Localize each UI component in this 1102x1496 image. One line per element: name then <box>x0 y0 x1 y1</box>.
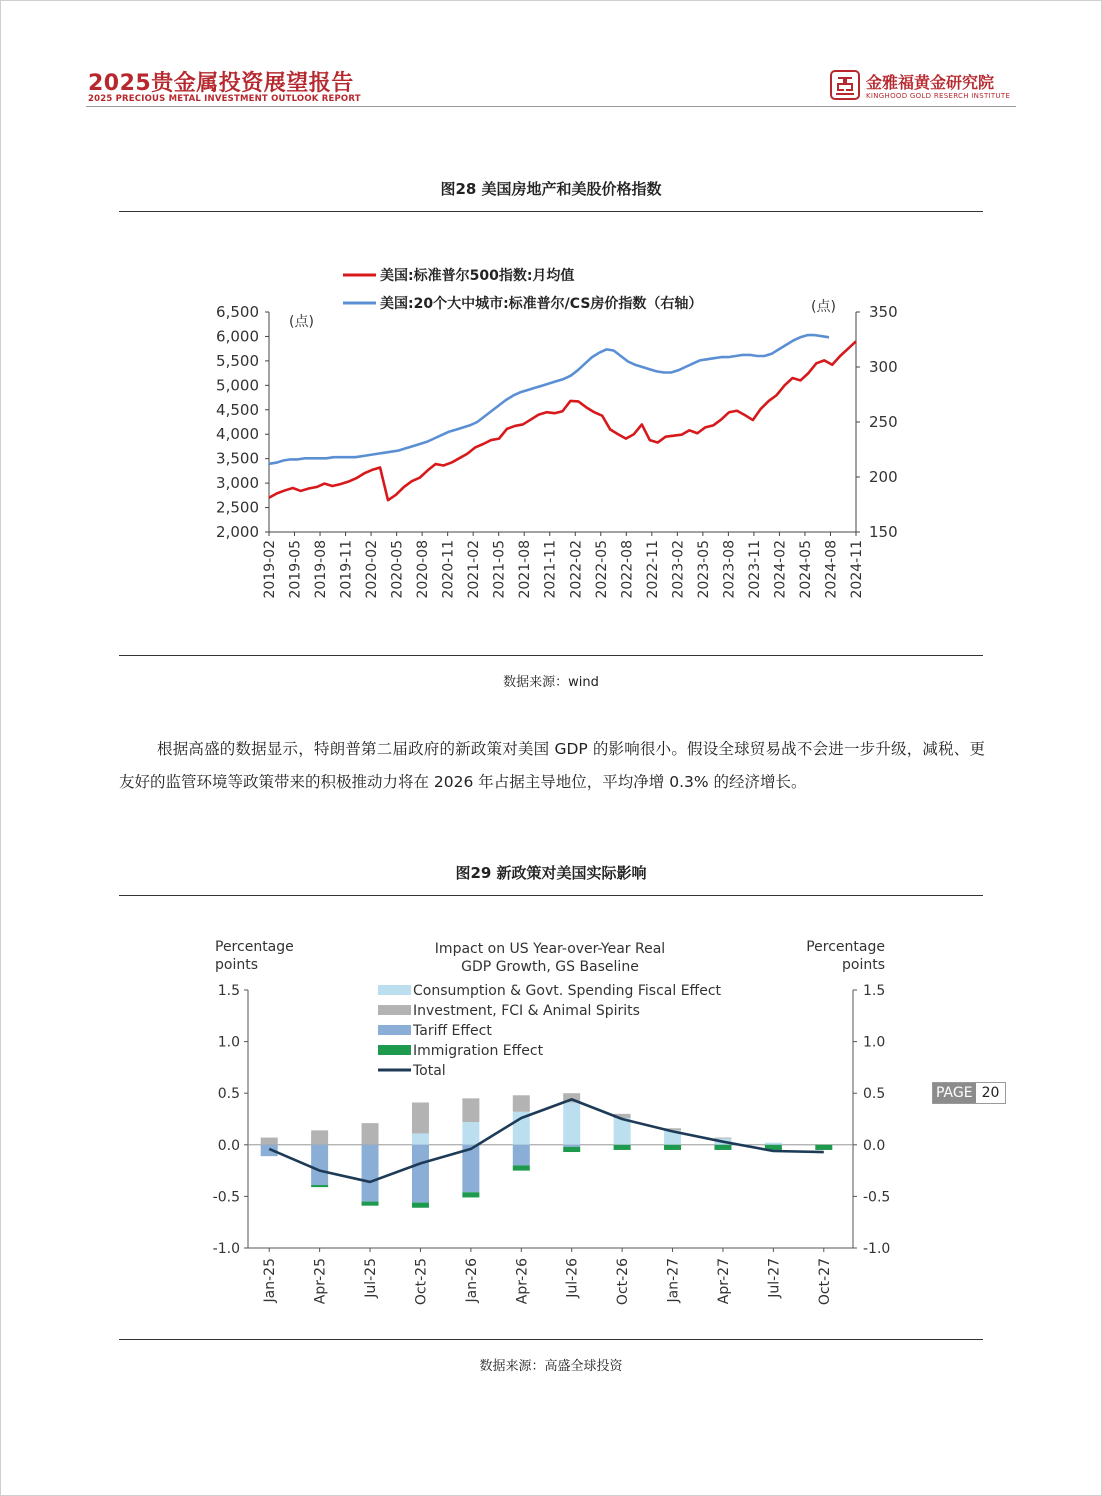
x-tick-label: 2019-05 <box>287 540 304 599</box>
bar-segment <box>765 1143 782 1145</box>
brand-name-english: KINGHOOD GOLD RESERCH INSTITUTE <box>866 92 1011 100</box>
bar-segment <box>513 1165 530 1170</box>
figure28-top-rule <box>119 211 983 212</box>
x-tick-label: 2019-11 <box>338 540 355 599</box>
x-tick-label: 2021-05 <box>491 540 508 599</box>
x-tick-label: 2021-02 <box>466 540 483 599</box>
left-tick-label: -0.5 <box>212 1189 240 1206</box>
x-tick-label: 2020-02 <box>364 540 381 599</box>
bar-segment <box>311 1130 328 1144</box>
chart-title-line2: GDP Growth, GS Baseline <box>461 959 639 975</box>
page-number-badge <box>932 1082 1006 1104</box>
left-tick-label: 3,500 <box>216 449 259 468</box>
report-subtitle: 2025 PRECIOUS METAL INVESTMENT OUTLOOK REPORT <box>88 94 361 104</box>
figure29-title: 图29 新政策对美国实际影响 <box>455 864 647 882</box>
x-tick-label: Oct-27 <box>816 1258 833 1306</box>
right-axis-label-2: points <box>842 957 885 973</box>
left-tick-label: -1.0 <box>212 1241 240 1257</box>
left-tick-label: 6,000 <box>216 327 259 346</box>
x-tick-label: Oct-26 <box>615 1258 632 1306</box>
x-tick-label: 2024-08 <box>823 540 840 599</box>
left-tick-label: 0.0 <box>217 1137 240 1154</box>
right-tick-label: 0.5 <box>863 1086 886 1103</box>
legend-swatch <box>378 1025 411 1035</box>
figure29-source: 数据来源：高盛全球投资 <box>479 1359 623 1374</box>
x-tick-label: Jul-25 <box>363 1258 380 1298</box>
legend-label: Investment, FCI & Animal Spirits <box>413 1003 640 1019</box>
bar-segment <box>462 1192 479 1197</box>
sp500-line <box>269 341 856 500</box>
x-tick-label: Jan-27 <box>665 1258 682 1303</box>
page-number: 20 <box>976 1083 1006 1103</box>
x-tick-label: 2024-11 <box>849 540 865 599</box>
left-axis-label: Percentage <box>215 939 294 955</box>
chart-title-line1: Impact on US Year-over-Year Real <box>434 941 666 957</box>
left-tick-label: 1.0 <box>217 1034 240 1051</box>
figure28-title: 图28 美国房地产和美股价格指数 <box>440 180 662 198</box>
right-tick-label: 250 <box>869 413 898 431</box>
x-tick-label: 2022-02 <box>568 540 585 599</box>
right-tick-label: 150 <box>869 523 898 541</box>
figure29-chart <box>119 898 983 1338</box>
report-title: 2025贵金属投资展望报告 <box>88 71 354 96</box>
brand-name: 金雅福黄金研究院 <box>866 73 995 92</box>
x-tick-label: 2022-11 <box>644 540 661 599</box>
bar-segment <box>614 1145 631 1150</box>
x-tick-label: Apr-27 <box>715 1258 732 1305</box>
bar-segment <box>362 1202 379 1206</box>
left-tick-label: 5,500 <box>216 351 259 370</box>
legend-swatch <box>378 1005 411 1015</box>
body-paragraph: 根据高盛的数据显示，特朗普第二届政府的新政策对美国 GDP 的影响很小。假设全球贸易战不会进一步升级，减税、更友好的监管环境等政策带来的积极推动力将在 2026 年占据主导地位，平均净增 0.3% 的经济增长。 <box>119 740 985 791</box>
x-tick-label: Jan-25 <box>262 1258 279 1303</box>
header-divider <box>86 106 1016 107</box>
x-tick-label: 2020-08 <box>415 540 432 599</box>
brand-logo-icon <box>830 70 860 100</box>
x-tick-label: 2019-02 <box>262 540 278 599</box>
bar-segment <box>412 1102 429 1133</box>
x-tick-label: 2020-05 <box>389 540 406 599</box>
left-tick-label: 4,500 <box>216 400 259 419</box>
x-tick-label: 2022-08 <box>619 540 636 599</box>
left-axis-label-2: points <box>215 957 258 973</box>
bar-segment <box>412 1145 429 1203</box>
x-tick-label: Jul-26 <box>564 1258 581 1298</box>
right-tick-label: 1.0 <box>863 1034 886 1051</box>
x-tick-label: Jan-26 <box>463 1258 480 1303</box>
left-tick-label: 1.5 <box>217 983 240 999</box>
right-tick-label: 350 <box>869 303 898 321</box>
bar-segment <box>412 1133 429 1144</box>
right-unit-label: (点) <box>811 299 836 315</box>
legend-label: 美国:20个大中城市:标准普尔/CS房价指数（右轴） <box>380 296 703 312</box>
right-tick-label: 300 <box>869 358 898 376</box>
legend-label: Immigration Effect <box>413 1043 544 1059</box>
case-shiller-line <box>269 335 829 464</box>
x-tick-label: 2021-11 <box>542 540 559 599</box>
x-tick-label: Apr-26 <box>514 1258 531 1305</box>
legend-label: Consumption & Govt. Spending Fiscal Effect <box>413 983 721 999</box>
bar-segment <box>311 1145 328 1185</box>
figure29-bottom-rule <box>119 1339 983 1340</box>
bar-segment <box>664 1145 681 1150</box>
x-tick-label: 2022-05 <box>593 540 610 599</box>
bar-segment <box>563 1145 580 1147</box>
x-tick-label: 2021-08 <box>517 540 534 599</box>
bar-segment <box>311 1185 328 1187</box>
total-line <box>269 1099 824 1182</box>
right-tick-label: 0.0 <box>863 1137 886 1154</box>
x-tick-label: Oct-25 <box>413 1258 430 1306</box>
x-tick-label: 2024-05 <box>797 540 814 599</box>
bar-segment <box>261 1138 278 1145</box>
bar-segment <box>362 1145 379 1202</box>
right-tick-label: 200 <box>869 468 898 486</box>
x-tick-label: Jul-27 <box>766 1258 783 1298</box>
x-tick-label: 2023-08 <box>721 540 738 599</box>
bar-segment <box>412 1203 429 1208</box>
bar-segment <box>714 1138 731 1139</box>
left-tick-label: 2,000 <box>216 523 259 541</box>
legend-label: Total <box>413 1063 446 1079</box>
figure28-source: 数据来源：wind <box>503 675 599 690</box>
x-tick-label: 2023-11 <box>746 540 763 599</box>
bar-segment <box>462 1122 479 1145</box>
page-label: PAGE <box>933 1083 976 1103</box>
left-unit-label: (点) <box>289 314 314 330</box>
x-tick-label: 2024-02 <box>772 540 789 599</box>
right-axis-label: Percentage <box>806 939 885 955</box>
bar-segment <box>462 1098 479 1122</box>
legend-label: Tariff Effect <box>413 1023 492 1039</box>
bar-segment <box>513 1095 530 1112</box>
x-tick-label: 2019-08 <box>313 540 330 599</box>
right-tick-label: -1.0 <box>863 1241 891 1257</box>
left-tick-label: 2,500 <box>216 498 259 517</box>
bar-segment <box>614 1118 631 1145</box>
legend-label: 美国:标准普尔500指数:月均值 <box>380 268 575 284</box>
bar-segment <box>513 1145 530 1166</box>
bar-segment <box>563 1147 580 1152</box>
legend-swatch <box>378 985 411 995</box>
bar-segment <box>815 1145 832 1150</box>
figure28-chart <box>119 222 983 652</box>
x-tick-label: 2020-11 <box>440 540 457 599</box>
x-tick-label: 2023-05 <box>695 540 712 599</box>
bar-segment <box>362 1123 379 1145</box>
left-tick-label: 5,000 <box>216 376 259 395</box>
bar-segment <box>563 1102 580 1144</box>
figure29-top-rule <box>119 895 983 896</box>
figure28-bottom-rule <box>119 655 983 656</box>
legend-swatch <box>378 1045 411 1055</box>
bar-segment <box>714 1145 731 1150</box>
left-tick-label: 4,000 <box>216 425 259 444</box>
left-tick-label: 0.5 <box>217 1086 240 1103</box>
left-tick-label: 6,500 <box>216 303 259 321</box>
right-tick-label: -0.5 <box>863 1189 891 1206</box>
left-tick-label: 3,000 <box>216 474 259 493</box>
right-tick-label: 1.5 <box>863 983 886 999</box>
x-tick-label: Apr-25 <box>312 1258 329 1305</box>
x-tick-label: 2023-02 <box>670 540 687 599</box>
